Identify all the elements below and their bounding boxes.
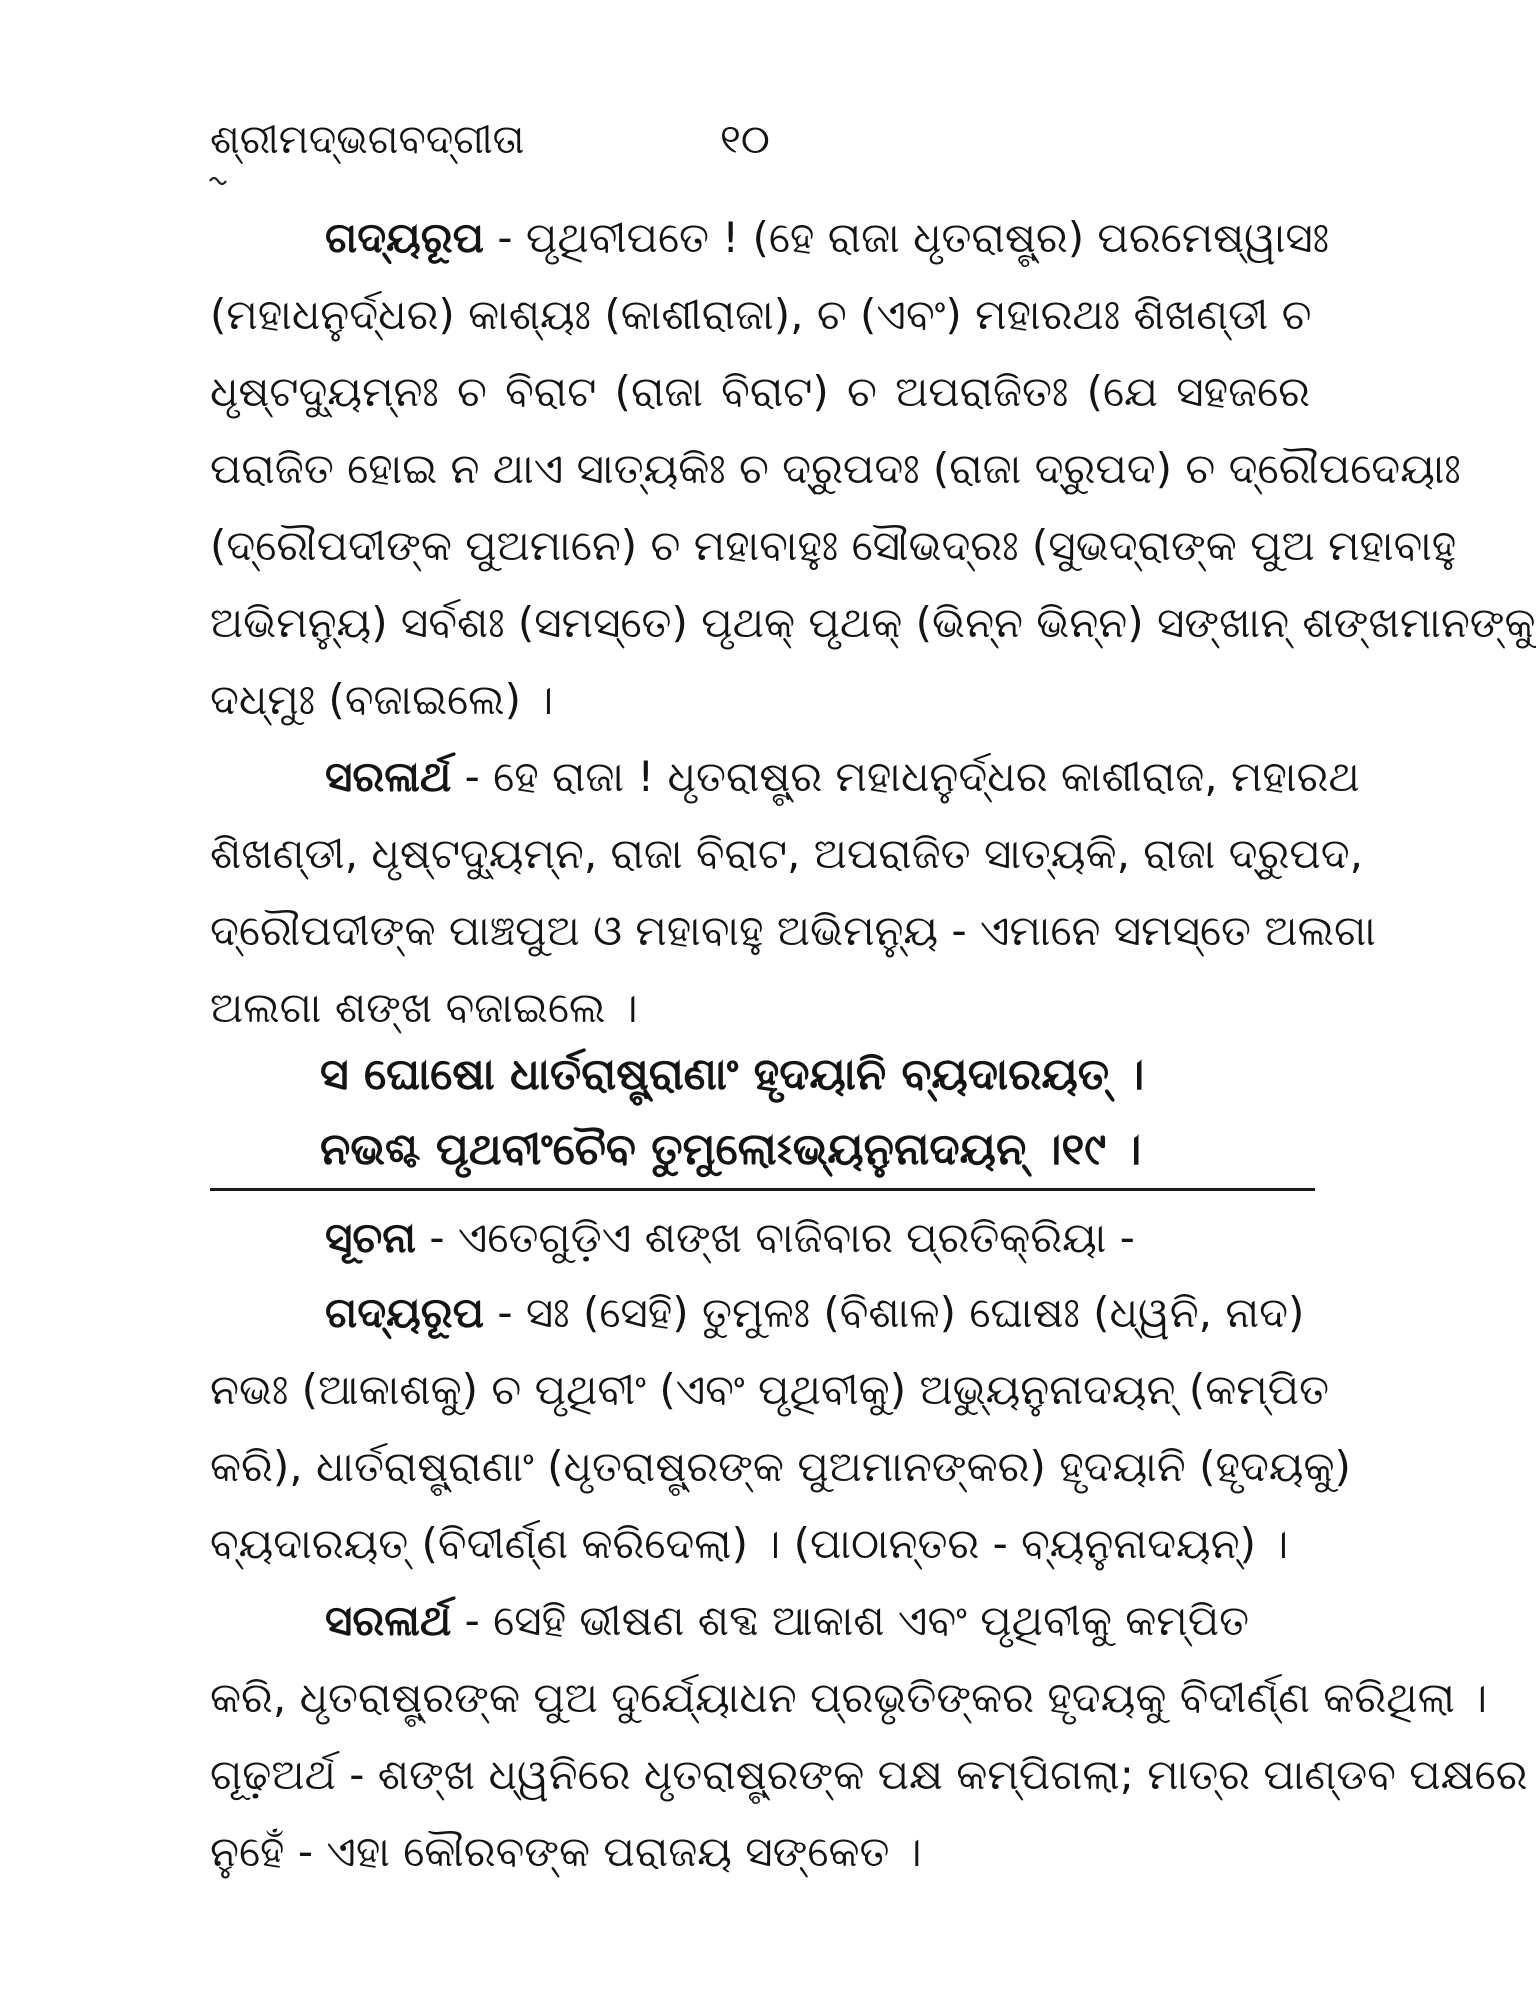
- saralartha-line-1: ସରଳାର୍ଥ - ହେ ରାଜା ! ଧୃତରାଷ୍ଟ୍ର ମହାଧନୁର୍ଦ୍ଧର କାଶୀରାଜ, ମହାରଥ: [325, 752, 1360, 801]
- gadyarupa-line-3: ଧୃଷ୍ଟଦ୍ୟୁମ୍ନଃ ଚ ବିରାଟ (ରାଜା ବିରାଟ) ଚ ଅପରାଜିତଃ (ଯେ ସହଜରେ: [210, 367, 1310, 416]
- gadyarupa2-line-4: ବ୍ୟଦାରୟତ୍ (ବିଦୀର୍ଣ୍ଣ କରିଦେଲା) । (ପାଠାନ୍ତର - ବ୍ୟନୁନାଦୟନ୍) ।: [210, 1519, 1289, 1568]
- wavy-divider: [210, 170, 1310, 188]
- gadyarupa2-line-1: ଗଦ୍ୟରୂପ - ସଃ (ସେହି) ତୁମୁଳଃ (ବିଶାଳ) ଘୋଷଃ (ଧ୍ୱନି, ନାଦ): [325, 1288, 1305, 1337]
- gadyarupa2-line-2: ନଭଃ (ଆକାଶକୁ) ଚ ପୃଥିବୀଂ (ଏବଂ ପୃଥିବୀକୁ) ଅଭ୍ୟୁନୁନାଦୟନ୍ (କମ୍ପିତ: [210, 1365, 1330, 1414]
- gadyarupa-label: ଗଦ୍ୟରୂପ: [325, 213, 485, 262]
- saralartha-line-4: ଅଲଗା ଶଙ୍ଖ ବଜାଇଲେ ।: [210, 983, 638, 1032]
- running-title: ଶ୍ରୀମଦ୍‌ଭଗବଦ୍‌ଗୀତା: [210, 117, 525, 163]
- gadyarupa-line-1: ଗଦ୍ୟରୂପ - ପୃଥିବୀପତେ ! (ହେ ରାଜା ଧୃତରାଷ୍ଟ୍ର) ପରମେଷ୍ୱାସଃ: [325, 213, 1330, 262]
- gadyarupa-line-2: (ମହାଧନୁର୍ଦ୍ଧର) କାଶ୍ୟଃ (କାଶୀରାଜା), ଚ (ଏବଂ) ମହାରଥଃ ଶିଖଣ୍ଡୀ ଚ: [210, 290, 1312, 339]
- gadyarupa-line-6: ଅଭିମନ୍ୟୁ) ସର୍ବଶଃ (ସମସ୍ତେ) ପୃଥକ୍ ପୃଥକ୍ (ଭିନ୍ନ ଭିନ୍ନ) ସଙ୍ଖାନ୍ ଶଙ୍ଖମାନଙ୍କୁ: [210, 598, 1536, 647]
- saralartha-label: ସରଳାର୍ଥ: [325, 752, 452, 801]
- gadyarupa2-label: ଗଦ୍ୟରୂପ: [325, 1288, 485, 1337]
- gadyarupa-line-7: ଦଧ୍ମୁଃ (ବଜାଇଲେ) ।: [210, 675, 554, 724]
- gadyarupa-line-5: (ଦ୍ରୌପଦୀଙ୍କ ପୁଅମାନେ) ଚ ମହାବାହୁଃ ସୌଭଦ୍ରଃ (ସୁଭଦ୍ରାଙ୍କ ପୁଅ ମହାବାହୁ: [210, 521, 1457, 570]
- saralartha2-label: ସରଳାର୍ଥ: [325, 1596, 452, 1645]
- gadyarupa-line-4: ପରାଜିତ ହୋଇ ନ ଥାଏ ସାତ୍ୟକିଃ ଚ ଦ୍ରୁପଦଃ (ରାଜା ଦ୍ରୁପଦ) ଚ ଦ୍ରୌପଦେୟାଃ: [210, 444, 1461, 493]
- suchana-label: ସୂଚନା: [325, 1213, 417, 1262]
- verse-divider: [210, 1188, 1315, 1191]
- gudhartha-line-2: ନୁହେଁ - ଏହା କୌରବଙ୍କ ପରାଜୟ ସଙ୍କେତ ।: [210, 1827, 922, 1876]
- saralartha2-line-1: ସରଳାର୍ଥ - ସେହି ଭୀଷଣ ଶବ୍ଦ ଆକାଶ ଏବଂ ପୃଥିବୀକୁ କମ୍ପିତ: [325, 1596, 1250, 1645]
- verse-line-1: ସ ଘୋଷୋ ଧାର୍ତରାଷ୍ଟ୍ରାଣାଂ ହୃଦୟାନି ବ୍ୟଦାରୟତ୍ ।: [320, 1049, 1145, 1100]
- saralartha-line-2: ଶିଖଣ୍ଡୀ, ଧୃଷ୍ଟଦ୍ୟୁମ୍ନ, ରାଜା ବିରାଟ, ଅପରାଜିତ ସାତ୍ୟକି, ରାଜା ଦ୍ରୁପଦ,: [210, 829, 1364, 878]
- gudhartha-line-1: ଗୂଢ଼ଅର୍ଥ - ଶଙ୍ଖ ଧ୍ୱନିରେ ଧୃତରାଷ୍ଟ୍ରଙ୍କ ପକ୍ଷ କମ୍ପିଗଲା; ମାତ୍ର ପାଣ୍ଡବ ପକ୍ଷରେ: [210, 1750, 1528, 1799]
- gadyarupa2-line-3: କରି), ଧାର୍ତରାଷ୍ଟ୍ରାଣାଂ (ଧୃତରାଷ୍ଟ୍ରଙ୍କ ପୁଅମାନଙ୍କର) ହୃଦୟାନି (ହୃଦୟକୁ): [210, 1442, 1351, 1491]
- page-number: ୧୦: [720, 117, 770, 163]
- saralartha-line-3: ଦ୍ରୌପଦୀଙ୍କ ପାଞ୍ଚପୁଅ ଓ ମହାବାହୁ ଅଭିମନ୍ୟୁ - ଏମାନେ ସମସ୍ତେ ଅଲଗା: [210, 906, 1376, 955]
- page-header: [210, 110, 1310, 170]
- verse-line-2: ନଭଶ୍ଚ ପୃଥବୀଂଚୈବ ତୁମୁଲୋଽଭ୍ୟନୁନାଦୟନ୍ ।୧୯ ।: [320, 1124, 1142, 1175]
- suchana-line: ସୂଚନା - ଏତେଗୁଡ଼ିଏ ଶଙ୍ଖ ବାଜିବାର ପ୍ରତିକ୍ରିୟା -: [325, 1213, 1135, 1262]
- saralartha2-line-2: କରି, ଧୃତରାଷ୍ଟ୍ରଙ୍କ ପୁଅ ଦୁର୍ଯ୍ୟୋଧନ ପ୍ରଭୃତିଙ୍କର ହୃଦୟକୁ ବିଦୀର୍ଣ୍ଣ କରିଥିଲା ।: [210, 1673, 1488, 1722]
